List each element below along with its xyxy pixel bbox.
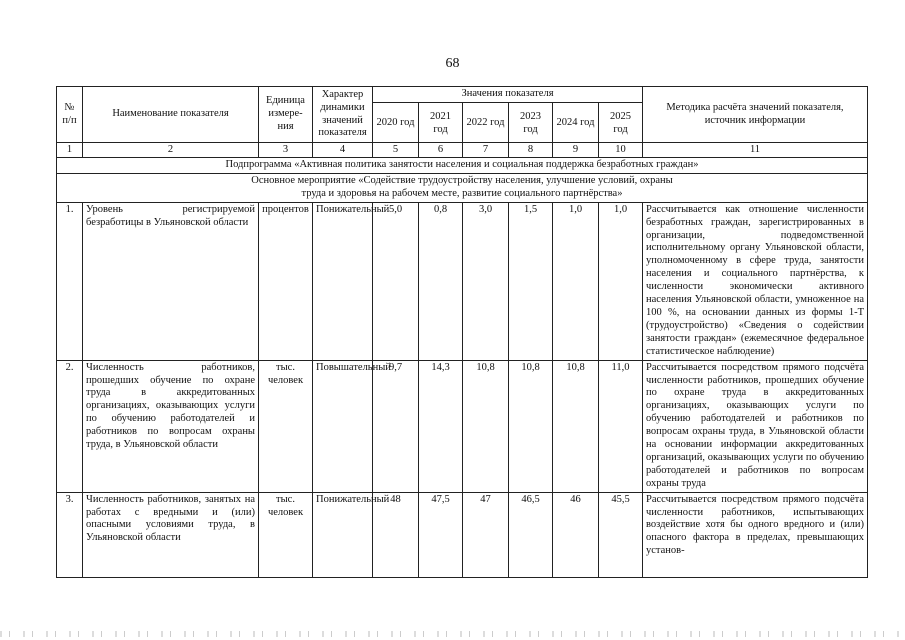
header-year: 2021 год (419, 103, 463, 143)
row-value: 46,5 (509, 492, 553, 577)
row-name: Численность работников, прошедших обучение по охране труда в аккредитованных организациях, оказывающих услуги по обучению работодателей и работников по вопросам охраны труда, в Ульяновской области (83, 360, 259, 492)
column-number: 7 (463, 143, 509, 158)
table-row (57, 360, 868, 492)
column-numbers-row (57, 143, 868, 158)
row-character: Понижательный (313, 202, 373, 360)
row-method: Рассчитывается как отношение численности безработных граждан, зарегистрированных в организации, подведомственной исполнительному органу Ульяновской области, уполномоченному в сфере труда, занятости населения и социального партнёрства, к численности экономически активного населения Ульяновской области, умноженное на 100 %, на основании данных из формы 1-Т (трудоустройство) «Сведения о содействии занятости граждан» (ежемесячное федеральное статистическое наблюдение) (643, 202, 868, 360)
row-method (643, 492, 868, 577)
row-num: 3. (57, 492, 83, 577)
column-number: 4 (313, 143, 373, 158)
indicators-table (56, 86, 868, 578)
header-year: 2020 год (373, 103, 419, 143)
header-name: Наименование показателя (83, 87, 259, 143)
row-unit: тыс. человек (259, 360, 313, 492)
row-value: 10,8 (463, 360, 509, 492)
header-values-group: Значения показателя (373, 87, 643, 103)
row-value: 5,0 (373, 202, 419, 360)
activity-row (57, 173, 868, 202)
header-character: Характер динамики значений показателя (313, 87, 373, 143)
column-number: 1 (57, 143, 83, 158)
header-method: Методика расчёта значений показателя, источник информации (643, 87, 868, 143)
activity-title (57, 173, 868, 202)
row-unit: тыс. человек (259, 492, 313, 577)
scan-artifact-strip (0, 631, 905, 637)
column-number: 5 (373, 143, 419, 158)
page-number: 68 (445, 56, 460, 71)
column-number: 11 (643, 143, 868, 158)
row-name: Численность работников, занятых на работах с вредными и (или) опасными условиями труда, в Ульяновской области (83, 492, 259, 577)
row-value: 9,7 (373, 360, 419, 492)
row-value: 1,0 (553, 202, 599, 360)
row-value: 10,8 (553, 360, 599, 492)
row-value: 11,0 (599, 360, 643, 492)
row-method: Рассчитывается посредством прямого подсчёта численности работников, прошедших обучение по охране труда в аккредитованных организациях, оказывающих услуги по обучению работодателей и работников по вопросам охраны труда, в Ульяновской области на основании информации аккредитованных организаций, оказывающих услуги по обучению работодателей и работников по вопросам охраны труда (643, 360, 868, 492)
row-unit: процентов (259, 202, 313, 360)
row-value: 10,8 (509, 360, 553, 492)
row-value: 3,0 (463, 202, 509, 360)
row-num: 1. (57, 202, 83, 360)
header-year: 2024 год (553, 103, 599, 143)
row-value: 47,5 (419, 492, 463, 577)
row-character: Повышательный (313, 360, 373, 492)
row-value: 0,8 (419, 202, 463, 360)
column-number: 2 (83, 143, 259, 158)
header-num: № п/п (57, 87, 83, 143)
row-value: 1,0 (599, 202, 643, 360)
column-number: 3 (259, 143, 313, 158)
header-unit: Единица измере-ния (259, 87, 313, 143)
row-name: Уровень регистрируемой безработицы в Ульяновской области (83, 202, 259, 360)
column-number: 10 (599, 143, 643, 158)
header-year: 2023 год (509, 103, 553, 143)
row-value: 1,5 (509, 202, 553, 360)
column-number: 8 (509, 143, 553, 158)
row-value: 46 (553, 492, 599, 577)
table-row (57, 202, 868, 360)
activity-title-text: Основное мероприятие «Содействие трудоустройству населения, улучшение условий, охраны труда и здоровья на рабочем месте, развитие социального партнёрства» (251, 174, 673, 199)
row-value: 48 (373, 492, 419, 577)
header-row (57, 87, 868, 103)
row-value: 47 (463, 492, 509, 577)
row-character: Понижательный (313, 492, 373, 577)
column-number: 6 (419, 143, 463, 158)
row-value: 14,3 (419, 360, 463, 492)
subprogram-title: Подпрограмма «Активная политика занятости населения и социальная поддержка безработных граждан» (57, 158, 868, 174)
header-year: 2022 год (463, 103, 509, 143)
header-year: 2025 год (599, 103, 643, 143)
row-value: 45,5 (599, 492, 643, 577)
column-number: 9 (553, 143, 599, 158)
row-num: 2. (57, 360, 83, 492)
row-method-text: Рассчитывается посредством прямого подсчёта численности работников, испытывающих воздействие хотя бы одного вредного и (или) опасного фактора в пределах, превышающих установ- (646, 493, 864, 557)
subprogram-row (57, 158, 868, 174)
table-row (57, 492, 868, 577)
